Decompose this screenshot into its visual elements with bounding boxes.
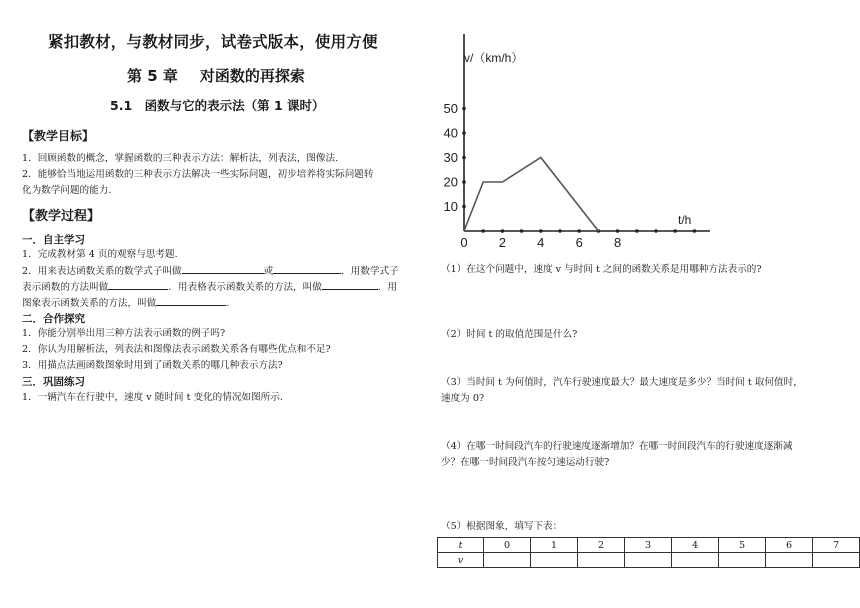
x-tick-label: 8 <box>613 235 622 250</box>
part1-line-3-a: 表示函数的方法叫做 <box>22 282 109 293</box>
x-tick-label: 6 <box>575 235 583 250</box>
value-table <box>437 537 860 568</box>
x-tick-mark <box>577 229 581 233</box>
table-cell: 1 <box>531 538 578 553</box>
x-tick-mark <box>635 229 639 233</box>
table-cell: 3 <box>625 538 672 553</box>
y-tick-label: 20 <box>443 174 458 190</box>
answer-blank-1[interactable] <box>182 263 264 274</box>
objective-item-2-line-2: 化为数学问题的能力. <box>22 185 112 196</box>
x-tick-label: 4 <box>537 235 545 250</box>
table-input-cell[interactable] <box>625 553 672 568</box>
y-tick-label: 10 <box>443 199 458 214</box>
x-tick-mark <box>673 229 677 233</box>
part1-line-3 <box>22 279 397 296</box>
part1-line-2-c: ．用数学式子 <box>341 266 399 277</box>
question-5: （5）根据图象，填写下表： <box>441 521 563 532</box>
part1-line-4-b: . <box>226 298 230 309</box>
x-tick-mark <box>693 229 697 233</box>
question-3-line-2: 速度为 0? <box>441 393 485 404</box>
y-tick-mark <box>462 205 466 209</box>
table-cell: v <box>438 553 484 568</box>
speed-series-line <box>464 158 598 232</box>
table-input-cell[interactable] <box>719 553 766 568</box>
table-input-cell[interactable] <box>531 553 578 568</box>
part3-title: 三．巩固练习 <box>22 376 85 388</box>
x-tick-mark <box>481 229 485 233</box>
objective-item-1: 1．回顾函数的概念，掌握函数的三种表示方法：解析法，列表法，图像法. <box>22 153 339 164</box>
part1-line-4-a: 图象表示函数关系的方法，叫做 <box>22 298 157 309</box>
y-axis-label: v/（km/h） <box>464 51 524 65</box>
section-title: 5.1 函数与它的表示法（第 1 课时） <box>110 98 325 113</box>
part2-line-1: 1．你能分别举出用三种方法表示函数的例子吗? <box>22 328 226 339</box>
table-cell: 5 <box>719 538 766 553</box>
table-row-v <box>438 553 860 568</box>
y-tick-mark <box>462 107 466 111</box>
x-tick-mark <box>539 229 543 233</box>
table-input-cell[interactable] <box>484 553 531 568</box>
table-cell: 7 <box>813 538 860 553</box>
table-input-cell[interactable] <box>672 553 719 568</box>
part1-line-1: 1．完成教材第 4 页的观察与思考题. <box>22 249 178 260</box>
chapter-title: 对函数的再探索 <box>199 67 305 85</box>
question-2: （2）时间 t 的取值范围是什么? <box>441 329 578 340</box>
part1-line-3-b: ．用表格表示函数关系的方法，叫做 <box>168 282 322 293</box>
table-cell: 0 <box>484 538 531 553</box>
x-tick-label: 0 <box>460 235 468 250</box>
speed-time-chart <box>430 20 730 255</box>
x-axis-label: t/h <box>678 213 692 227</box>
table-input-cell[interactable] <box>578 553 625 568</box>
question-1: （1）在这个问题中，速度 v 与时间 t 之间的函数关系是用哪种方法表示的? <box>441 264 762 275</box>
document-title: 紧扣教材，与教材同步，试卷式版本，使用方便 <box>48 33 378 51</box>
table-cell: t <box>438 538 484 553</box>
part1-line-2 <box>22 263 399 280</box>
x-tick-mark <box>501 229 505 233</box>
x-tick-label: 2 <box>498 235 507 250</box>
chapter-heading <box>127 65 305 86</box>
y-tick-mark <box>462 131 466 135</box>
answer-blank-4[interactable] <box>322 279 378 290</box>
part2-line-2: 2．你认为用解析法，列表法和图像法表示函数关系各有哪些优点和不足? <box>22 344 331 355</box>
part1-line-2-b: 或 <box>263 266 274 277</box>
y-tick-label: 40 <box>443 125 458 141</box>
table-row-t <box>438 538 860 553</box>
y-tick-mark <box>462 156 466 160</box>
part3-line-1: 1．一辆汽车在行驶中，速度 v 随时间 t 变化的情况如图所示. <box>22 392 283 403</box>
y-tick-label: 50 <box>443 101 458 116</box>
x-tick-mark <box>520 229 524 233</box>
y-tick-label: 30 <box>443 150 458 165</box>
x-tick-mark <box>616 229 620 233</box>
objective-item-2-line-1: 2．能够恰当地运用函数的三种表示方法解决一些实际问题，初步培养将实际问题转 <box>22 169 374 180</box>
x-tick-mark <box>654 229 658 233</box>
process-heading: 【教学过程】 <box>22 209 101 224</box>
chapter-label: 第 5 章 <box>127 67 178 85</box>
question-3-line-1: （3）当时间 t 为何值时，汽车行驶速度最大？最大速度是多少？当时间 t 取何值时， <box>441 377 803 388</box>
table-input-cell[interactable] <box>813 553 860 568</box>
answer-blank-2[interactable] <box>273 263 341 274</box>
answer-blank-5[interactable] <box>156 295 226 306</box>
part2-line-3: 3．用描点法画函数图象时用到了函数关系的哪几种表示方法? <box>22 360 283 371</box>
answer-blank-3[interactable] <box>108 279 168 290</box>
objectives-heading: 【教学目标】 <box>22 129 95 143</box>
table-input-cell[interactable] <box>766 553 813 568</box>
question-4-line-2: 少？在哪一时间段汽车按匀速运动行驶? <box>441 457 610 468</box>
table-cell: 6 <box>766 538 813 553</box>
table-cell: 2 <box>578 538 625 553</box>
part2-title: 二．合作探究 <box>22 313 85 325</box>
part1-line-2-a: 2．用来表达函数关系的数学式子叫做 <box>22 266 182 277</box>
part1-line-3-c: ．用 <box>377 282 398 293</box>
part1-title: 一．自主学习 <box>22 234 85 246</box>
part1-line-4 <box>22 295 229 312</box>
question-4-line-1: （4）在哪一时间段汽车的行驶速度逐渐增加？在哪一时间段汽车的行驶速度逐渐减 <box>441 441 793 452</box>
table-cell: 4 <box>672 538 719 553</box>
y-tick-mark <box>462 180 466 184</box>
x-tick-mark <box>558 229 562 233</box>
